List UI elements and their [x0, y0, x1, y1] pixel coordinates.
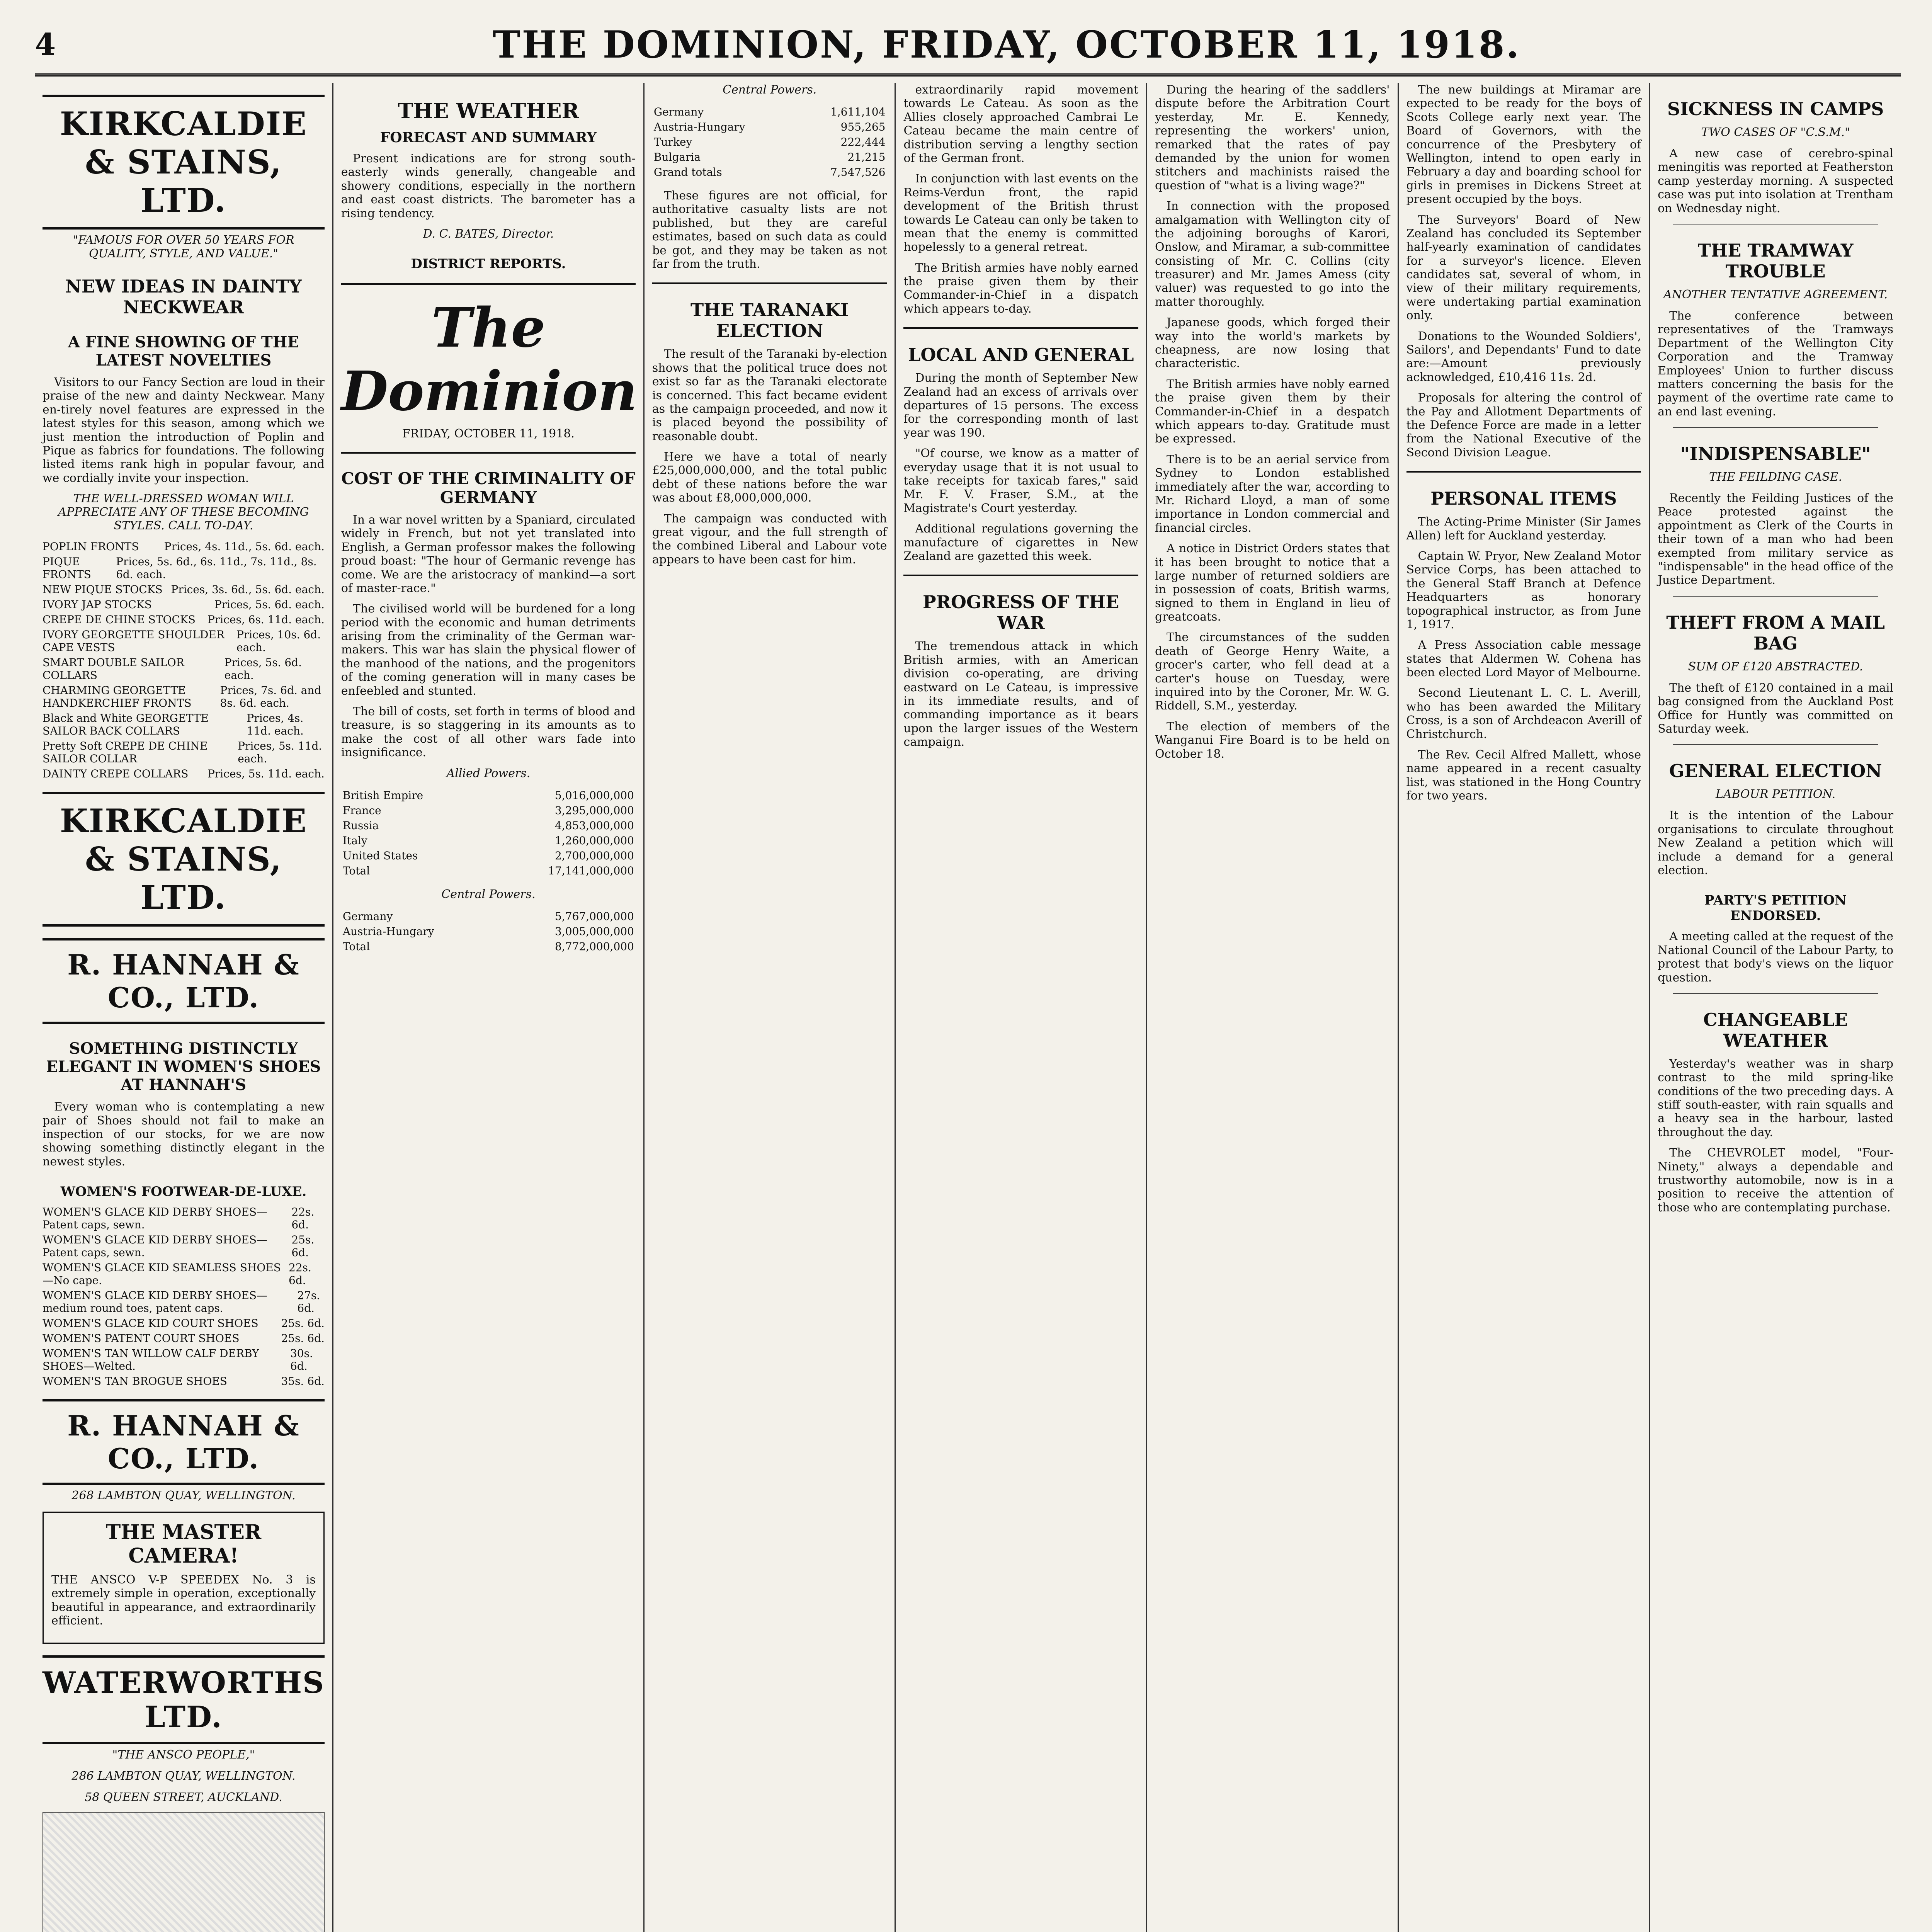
neckwear-subheading: A FINE SHOWING OF THE LATEST NOVELTIES	[68, 333, 299, 369]
article-paragraph: The British armies have nobly earned the praise given them by their Commander-in-Chief in a despatch which appears to-day. Gratitude must be expressed.	[1155, 377, 1390, 446]
article-paragraph: Proposals for altering the control of the Pay and Allotment Departments of the Defence Force are made in a letter from the National Executive of the Second Division League.	[1406, 391, 1641, 459]
waterworths-address-1: 286 LAMBTON QUAY, WELLINGTON.	[71, 1769, 296, 1783]
neckwear-heading: NEW IDEAS IN DAINTY NECKWEAR	[65, 276, 302, 318]
masthead	[35, 15, 1901, 77]
article-paragraph: The tremendous attack in which British armies, with an American division co-operating, are driving eastward on Le Cateau, is impressive in its immediate results, and of commanding importance as it bears upon the larger issues of the Western campaign.	[903, 639, 1138, 749]
kirkcaldie-heading: KIRKCALDIE & STAINS, LTD.	[43, 95, 325, 230]
indispensable-heading: "INDISPENSABLE"	[1680, 443, 1871, 464]
list-item: POPLIN FRONTS Prices, 4s. 11d., 5s. 6d. each.	[43, 540, 325, 553]
article-paragraph: The result of the Taranaki by-election shows that the political truce does not exist so far as the Taranaki electorate is concerned. This fact became evident as the campaign proceeded, and now it is placed beyond the possibility of reasonable doubt.	[652, 347, 887, 443]
hannah-heading: R. HANNAH & CO., LTD.	[43, 938, 325, 1024]
newspaper-title: THE DOMINION, FRIDAY, OCTOBER 11, 1918.	[493, 22, 1520, 66]
article-paragraph: Captain W. Pryor, New Zealand Motor Service Corps, has been attached to the General Staff Branch at Defence Headquarters as honorary topographical instructor, as from June 1, 1917.	[1406, 549, 1641, 631]
progress-heading: PROGRESS OF THE WAR	[923, 592, 1119, 634]
page-columns	[35, 83, 1901, 1932]
article-paragraph: The Acting-Prime Minister (Sir James Allen) left for Auckland yesterday.	[1406, 515, 1641, 543]
list-item: WOMEN'S GLACE KID COURT SHOES 25s. 6d.	[43, 1317, 325, 1330]
table-total-row: Total 8,772,000,000	[342, 940, 634, 953]
list-item: IVORY JAP STOCKS Prices, 5s. 6d. each.	[43, 598, 325, 611]
article-paragraph: It is the intention of the Labour organisations to circulate throughout New Zealand a petition which will include a demand for a general election.	[1658, 809, 1894, 877]
election-sub: LABOUR PETITION.	[1715, 787, 1836, 801]
election-heading: GENERAL ELECTION	[1669, 760, 1882, 782]
tramway-sub: ANOTHER TENTATIVE AGREEMENT.	[1663, 287, 1888, 301]
list-item: WOMEN'S TAN WILLOW CALF DERBY SHOES—Welted. 30s. 6d.	[43, 1347, 313, 1373]
article-paragraph: In conjunction with last events on the Reims-Verdun front, the rapid development of the British thrust towards Le Cateau can only be taken to mean that the enemy is committed hopelessly to a general retreat.	[903, 172, 1138, 254]
article-paragraph: The Surveyors' Board of New Zealand has concluded its September half-yearly examination of candidates for a surveyor's licence. Eleven candidates sat, several of whom, in view of their military requirements, were undertaking partial examination only.	[1406, 213, 1641, 323]
divider	[903, 327, 1138, 329]
column-2	[333, 83, 645, 1932]
article-paragraph: A new case of cerebro-spinal meningitis was reported at Featherston camp yesterday morning. A suspected case was put into isolation at Trentham on Wednesday night.	[1658, 147, 1894, 215]
neckwear-text: Visitors to our Fancy Section are loud in their praise of the new and dainty Neckwear. Many en-tirely novel features are expressed in the latest styles for this season, among which we just mention the introduction of Poplin and Pique as fabrics for foundations. The following listed items rank high in popular favour, and we cordially invite your inspection.	[43, 376, 325, 485]
article-paragraph: Donations to the Wounded Soldiers', Sailors', and Dependants' Fund to date are:—Amount previously acknowledged, £10,416 11s. 2d.	[1406, 329, 1641, 384]
weather-subheading: FORECAST AND SUMMARY	[380, 129, 597, 146]
article-paragraph: The Rev. Cecil Alfred Mallett, whose name appeared in a recent casualty list, was stationed in the Hong Country for two years.	[1406, 748, 1641, 803]
table-row: Germany 5,767,000,000	[342, 910, 634, 923]
editorial-heading: COST OF THE CRIMINALITY OF GERMANY	[341, 469, 636, 507]
article-paragraph: Recently the Feilding Justices of the Peace protested against the appointment as Clerk of the Courts in their town of a man who had been exempted from military service as "indispensable" in the head office of the Justice Department.	[1658, 492, 1894, 587]
waterworths-heading: WATERWORTHS LTD.	[43, 1655, 325, 1744]
article-paragraph: Here we have a total of nearly £25,000,000,000, and the total public debt of these nations before the war was about £8,000,000,000.	[652, 450, 887, 505]
kirkcaldie-footer: KIRKCALDIE & STAINS, LTD.	[43, 792, 325, 927]
waterworths-sub: "THE ANSCO PEOPLE,"	[112, 1748, 255, 1762]
article-paragraph: These figures are not official, for authoritative casualty lists are not published, but they are careful estimates, based on such data as could be got, and they may be taken as not far from the truth.	[652, 189, 887, 271]
appreciate-line: THE WELL-DRESSED WOMAN WILL APPRECIATE ANY OF THESE BECOMING STYLES. CALL TO-DAY.	[58, 492, 309, 533]
hannah-list-title: WOMEN'S FOOTWEAR-DE-LUXE.	[60, 1184, 307, 1200]
article-paragraph: The British armies have nobly earned the praise given them by their Commander-in-Chief in a dispatch which appears to-day.	[903, 261, 1138, 316]
column-5	[1147, 83, 1399, 1932]
table-total-row: Total 17,141,000,000	[342, 864, 634, 877]
list-item: CHARMING GEORGETTE HANDKERCHIEF FRONTS Prices, 7s. 6d. and 8s. 6d. each.	[43, 684, 321, 710]
district-heading: DISTRICT REPORTS.	[411, 256, 566, 272]
taranaki-heading: THE TARANAKI ELECTION	[690, 299, 849, 342]
table-row: Russia 4,853,000,000	[342, 819, 634, 832]
table-row: British Empire 5,016,000,000	[342, 789, 634, 802]
table-row: Germany 1,611,104	[653, 105, 886, 118]
table-row: France 3,295,000,000	[342, 804, 634, 817]
advertisement-paragraph: The CHEVROLET model, "Four-Ninety," always a dependable and trustworthy automobile, now is in a position to receive the attention of those who are contemplating purchase.	[1658, 1146, 1894, 1214]
article-paragraph: extraordinarily rapid movement towards Le Cateau. As soon as the Allies closely approached Cambrai Le Cateau became the main centre of distribution serving a lengthy section of the German front.	[903, 83, 1138, 165]
article-paragraph: The campaign was conducted with great vigour, and the full strength of the combined Liberal and Labour vote appears to have been cast for him.	[652, 512, 887, 566]
table-total-row: Grand totals 7,547,526	[653, 166, 886, 179]
table-row: Italy 1,260,000,000	[342, 834, 634, 847]
list-item: DAINTY CREPE COLLARS Prices, 5s. 11d. each.	[43, 767, 325, 781]
sickness-heading: SICKNESS IN CAMPS	[1667, 99, 1884, 119]
camera-ad	[43, 1512, 325, 1644]
article-paragraph: The theft of £120 contained in a mail bag consigned from the Auckland Post Office for Huntly was committed on Saturday week.	[1658, 681, 1894, 736]
divider	[1673, 744, 1878, 745]
divider	[1673, 427, 1878, 428]
weather-heading: THE WEATHER	[398, 99, 579, 123]
hannah-address: 268 LAMBTON QUAY, WELLINGTON.	[71, 1489, 296, 1503]
column-4	[896, 83, 1147, 1932]
list-item: IVORY GEORGETTE SHOULDER CAPE VESTS Prices, 10s. 6d. each.	[43, 628, 321, 654]
article-paragraph: In connection with the proposed amalgamation with Wellington city of the adjoining boroughs of Karori, Onslow, and Miramar, a sub-committee consisting of Mr. C. Collins (city treasurer) and Mr. James Amess (city valuer) was requested to go into the matter thoroughly.	[1155, 199, 1390, 309]
article-paragraph: The new buildings at Miramar are expected to be ready for the boys of Scots College early next year. The Board of Governors, with the concurrence of the Presbytery of Wellington, intend to open early in February a day and boarding school for girls in premises in Dickens Street at present occupied by the boys.	[1406, 83, 1641, 206]
indispensable-sub: THE FEILDING CASE.	[1709, 470, 1842, 484]
table-row: Bulgaria 21,215	[653, 151, 886, 163]
editorial-paragraph: In a war novel written by a Spaniard, circulated widely in French, but not yet translated into English, a German professor makes the following proud boast: "The hour of Germanic revenge has come. We are the aristocracy of mankind—a sort of master-race."	[341, 513, 636, 595]
article-paragraph: A meeting called at the request of the National Council of the Labour Party, to protest that body's views on the liquor question.	[1658, 930, 1894, 985]
tramway-heading: THE TRAMWAY TROUBLE	[1697, 240, 1854, 282]
list-item: CREPE DE CHINE STOCKS Prices, 6s. 11d. each.	[43, 613, 325, 626]
list-item: SMART DOUBLE SAILOR COLLARS Prices, 5s. 6d. each.	[43, 656, 302, 682]
table-row: Austria-Hungary 3,005,000,000	[342, 925, 634, 938]
article-paragraph: Yesterday's weather was in sharp contrast to the mild spring-like conditions of the two preceding days. A stiff south-easter, with rain squalls and a heavy sea in the harbour, lasted throughout the day.	[1658, 1057, 1894, 1139]
changeable-weather-heading: CHANGEABLE WEATHER	[1703, 1009, 1848, 1051]
article-paragraph: Japanese goods, which forged their way into the world's markets by cheapness, are now losing that characteristic.	[1155, 316, 1390, 371]
camera-text: THE ANSCO V-P SPEEDEX No. 3 is extremely simple in operation, exceptionally beautiful in appearance, and extraordinarily efficient.	[51, 1573, 316, 1628]
article-paragraph: A Press Association cable message states that Aldermen W. Cohena has been elected Lord Mayor of Melbourne.	[1406, 638, 1641, 680]
article-paragraph: During the hearing of the saddlers' dispute before the Arbitration Court yesterday, Mr. E. Kennedy, representing the workers' union, remarked that the rates of pay demanded by the union for women stitchers and machinists raised the question of "what is a living wage?"	[1155, 83, 1390, 192]
article-paragraph: Additional regulations governing the manufacture of cigarettes in New Zealand are gazetted this week.	[903, 522, 1138, 563]
column-3	[645, 83, 896, 1932]
table-row: United States 2,700,000,000	[342, 849, 634, 862]
hannah-footer: R. HANNAH & CO., LTD.	[43, 1399, 325, 1485]
editorial-date: FRIDAY, OCTOBER 11, 1918.	[402, 427, 575, 440]
list-item: WOMEN'S TAN BROGUE SHOES 35s. 6d.	[43, 1375, 325, 1388]
article-paragraph: During the month of September New Zealand had an excess of arrivals over departures of 15 persons. The excess for the corresponding month of last year was 190.	[903, 371, 1138, 440]
column-6	[1399, 83, 1650, 1932]
theft-heading: THEFT FROM A MAIL BAG	[1666, 612, 1885, 654]
dress-illustration	[43, 1812, 325, 1932]
list-item: NEW PIQUE STOCKS Prices, 3s. 6d., 5s. 6d. each.	[43, 583, 325, 596]
divider	[652, 282, 887, 284]
hannah-subheading: SOMETHING DISTINCTLY ELEGANT IN WOMEN'S SHOES AT HANNAH'S	[46, 1039, 321, 1094]
article-paragraph: Second Lieutenant L. C. L. Averill, who has been awarded the Military Cross, is a son of Archdeacon Averill of Christchurch.	[1406, 686, 1641, 741]
list-item: WOMEN'S GLACE KID DERBY SHOES—medium round toes, patent caps. 27s. 6d.	[43, 1289, 320, 1315]
article-paragraph: The election of members of the Wanganui Fire Board is to be held on October 18.	[1155, 719, 1390, 761]
weather-text: Present indications are for strong south-easterly winds generally, changeable and showery conditions, especially in the northern and east coast districts. The barometer has a rising tendency.	[341, 152, 636, 220]
list-item: WOMEN'S GLACE KID SEAMLESS SHOES—No cape. 22s. 6d.	[43, 1261, 311, 1287]
article-paragraph: There is to be an aerial service from Sydney to London established immediately after the war, according to Mr. Richard Lloyd, a man of some importance in London commercial and financial circles.	[1155, 452, 1390, 535]
waterworths-address-2: 58 QUEEN STREET, AUCKLAND.	[85, 1790, 282, 1804]
local-heading: LOCAL AND GENERAL	[908, 344, 1134, 366]
weather-signature: D. C. BATES, Director.	[423, 227, 554, 241]
allied-table-title: Allied Powers.	[446, 766, 531, 780]
divider	[903, 575, 1138, 576]
list-item: PIQUE FRONTS Prices, 5s. 6d., 6s. 11d., 7s. 11d., 8s. 6d. each.	[43, 555, 317, 581]
hannah-text: Every woman who is contemplating a new pair of Shoes should not fail to make an inspection of our stocks, for we are now showing something distinctly elegant in the newest styles.	[43, 1100, 325, 1168]
list-item: Pretty Soft CREPE DE CHINE SAILOR COLLAR Prices, 5s. 11d. each.	[43, 740, 322, 765]
casualties-table	[652, 104, 887, 180]
divider	[1673, 596, 1878, 597]
personal-heading: PERSONAL ITEMS	[1430, 488, 1617, 509]
central-cost-table	[341, 909, 636, 954]
casualties-title: Central Powers.	[723, 83, 817, 97]
list-item: Black and White GEORGETTE SAILOR BACK COLLARS Prices, 4s. 11d. each.	[43, 712, 304, 738]
party-heading: PARTY'S PETITION ENDORSED.	[1704, 893, 1847, 924]
page-number: 4	[35, 27, 56, 62]
neckwear-price-list	[43, 540, 325, 780]
central-table-title: Central Powers.	[441, 887, 536, 901]
divider	[1406, 471, 1641, 473]
editorial-paragraph: The bill of costs, set forth in terms of blood and treasure, is so staggering in its amounts as to make the cost of all other wars fade into insignificance.	[341, 705, 636, 760]
column-7	[1650, 83, 1901, 1932]
list-item: WOMEN'S GLACE KID DERBY SHOES—Patent caps, sewn. 25s. 6d.	[43, 1233, 315, 1259]
camera-heading: THE MASTER CAMERA!	[105, 1520, 262, 1568]
sickness-sub: TWO CASES OF "C.S.M."	[1701, 126, 1850, 139]
editorial-paragraph: The civilised world will be burdened for a long period with the economic and human detriments arising from the criminality of the German war-makers. This war has slain the physical flower of the manhood of the nations, and the progenitors of the coming generation will in many cases be enfeebled and stunted.	[341, 602, 636, 698]
article-paragraph: The conference between representatives of the Tramways Department of the Wellington City Corporation and the Tramway Employees' Union to further discuss matters concerning the basis for the payment of the overtime rate came to an end last evening.	[1658, 309, 1894, 418]
list-item: WOMEN'S PATENT COURT SHOES 25s. 6d.	[43, 1332, 325, 1345]
divider	[341, 452, 636, 454]
kirkcaldie-tagline: "FAMOUS FOR OVER 50 YEARS FOR QUALITY, STYLE, AND VALUE."	[73, 233, 294, 260]
allied-cost-table	[341, 788, 636, 878]
column-1	[35, 83, 333, 1932]
theft-sub: SUM OF £120 ABSTRACTED.	[1688, 660, 1863, 673]
shoe-price-list	[43, 1206, 325, 1388]
divider	[341, 283, 636, 285]
list-item: WOMEN'S GLACE KID DERBY SHOES—Patent caps, sewn. 22s. 6d.	[43, 1206, 315, 1231]
dominion-masthead: The Dominion	[341, 296, 638, 423]
table-row: Turkey 222,444	[653, 136, 886, 148]
article-paragraph: The circumstances of the sudden death of George Henry Waite, a grocer's carter, who fell dead at a carter's house on Tuesday, were inquired into by the Coroner, Mr. W. G. Riddell, S.M., yesterday.	[1155, 631, 1390, 713]
article-paragraph: "Of course, we know as a matter of everyday usage that it is not usual to take receipts for taxicab fares," said Mr. F. V. Fraser, S.M., at the Magistrate's Court yesterday.	[903, 447, 1138, 515]
article-paragraph: A notice in District Orders states that it has been brought to notice that a large number of returned soldiers are in possession of coats, British warms, signed to them in England in lieu of greatcoats.	[1155, 542, 1390, 624]
divider	[1673, 993, 1878, 994]
table-row: Austria-Hungary 955,265	[653, 121, 886, 133]
